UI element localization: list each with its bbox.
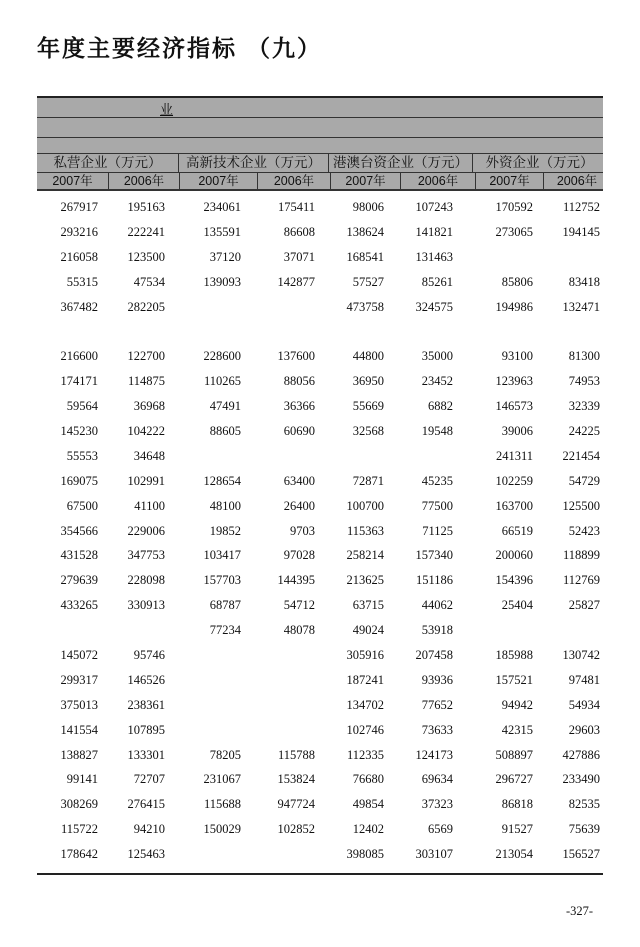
table-cell: 228098 [127, 573, 165, 588]
table-cell: 137600 [277, 349, 315, 364]
table-cell: 367482 [60, 299, 98, 314]
table-row [37, 469, 603, 494]
table-cell: 508897 [495, 747, 533, 762]
table-row [37, 643, 603, 668]
table-cell: 75639 [568, 822, 600, 837]
table-cell: 241311 [495, 448, 533, 463]
table-cell: 41100 [134, 498, 165, 513]
table-cell: 66519 [501, 523, 533, 538]
table-row [37, 270, 603, 295]
table-cell: 19852 [209, 523, 241, 538]
table-cell: 433265 [60, 598, 98, 613]
table-cell: 55553 [66, 448, 98, 463]
year-header: 2006年 [109, 173, 180, 189]
table-cell: 293216 [60, 224, 98, 239]
year-header: 2007年 [37, 173, 109, 189]
table-cell: 25404 [501, 598, 533, 613]
table-cell: 128654 [203, 473, 241, 488]
table-cell: 303107 [415, 847, 453, 862]
table-cell: 296727 [495, 772, 533, 787]
table-cell: 123963 [495, 374, 533, 389]
table-cell: 94210 [133, 822, 165, 837]
table-cell: 194986 [495, 299, 533, 314]
table-cell: 195163 [127, 199, 165, 214]
table-cell: 34648 [133, 448, 165, 463]
page-title: 年度主要经济指标 （九） [37, 35, 323, 62]
table-cell: 86608 [283, 224, 315, 239]
table-cell: 122700 [127, 349, 165, 364]
table-cell: 324575 [415, 299, 453, 314]
table-cell: 102259 [495, 473, 533, 488]
table-cell: 308269 [60, 797, 98, 812]
table-cell: 54729 [568, 473, 600, 488]
table-cell: 45235 [421, 473, 453, 488]
table-cell: 185988 [495, 647, 533, 662]
table-row [37, 718, 603, 743]
table-cell: 229006 [127, 523, 165, 538]
table-cell: 157521 [495, 672, 533, 687]
table-cell: 32568 [352, 423, 384, 438]
table-cell: 78205 [209, 747, 241, 762]
table-cell: 97028 [283, 548, 315, 563]
table-cell: 44800 [352, 349, 384, 364]
table-header [37, 96, 603, 191]
table-cell: 234061 [203, 199, 241, 214]
table-cell: 93100 [501, 349, 533, 364]
table-cell: 94942 [501, 697, 533, 712]
table-cell: 170592 [495, 199, 533, 214]
table-row [37, 817, 603, 842]
table-row [37, 792, 603, 817]
table-cell: 141554 [60, 722, 98, 737]
table-cell: 124173 [415, 747, 453, 762]
table-cell: 74953 [568, 374, 600, 389]
table-cell: 49024 [352, 623, 384, 638]
table-cell: 231067 [203, 772, 241, 787]
table-cell: 85806 [501, 274, 533, 289]
table-cell: 76680 [352, 772, 384, 787]
table-cell: 135591 [203, 224, 241, 239]
table-cell: 282205 [127, 299, 165, 314]
table-cell: 77500 [421, 498, 453, 513]
table-cell: 145230 [60, 423, 98, 438]
table-row [37, 693, 603, 718]
table-cell: 49854 [352, 797, 384, 812]
table-cell: 81300 [568, 349, 600, 364]
table-cell: 115363 [346, 523, 384, 538]
table-cell: 93936 [421, 672, 453, 687]
table-cell: 107895 [127, 722, 165, 737]
table-body [37, 191, 603, 875]
table-cell: 112335 [346, 747, 384, 762]
table-cell: 222241 [127, 224, 165, 239]
table-cell: 63715 [352, 598, 384, 613]
table-cell: 427886 [562, 747, 600, 762]
group-header-private: 私营企业（万元） [37, 154, 179, 172]
table-cell: 145072 [60, 647, 98, 662]
table-cell: 276415 [127, 797, 165, 812]
table-cell: 71125 [422, 523, 453, 538]
year-header: 2006年 [258, 173, 331, 189]
table-row [37, 842, 603, 867]
table-cell: 86818 [501, 797, 533, 812]
table-cell: 23452 [421, 374, 453, 389]
year-header: 2006年 [556, 174, 598, 188]
table-row [37, 394, 603, 419]
table-row [37, 419, 603, 444]
table-cell: 200060 [495, 548, 533, 563]
group-header-hk-macao-taiwan: 港澳台资企业（万元） [329, 154, 473, 172]
table-cell: 88605 [209, 423, 241, 438]
table-row [37, 618, 603, 643]
table-cell: 102991 [127, 473, 165, 488]
table-row [37, 568, 603, 593]
table-cell: 157340 [415, 548, 453, 563]
table-cell: 213054 [495, 847, 533, 862]
table-cell: 110265 [203, 374, 241, 389]
table-cell: 107243 [415, 199, 453, 214]
table-cell: 115722 [60, 822, 98, 837]
table-cell: 123500 [127, 249, 165, 264]
table-cell: 125463 [127, 847, 165, 862]
table-cell: 35000 [421, 349, 453, 364]
table-cell: 82535 [568, 797, 600, 812]
table-cell: 53918 [421, 623, 453, 638]
table-cell: 347753 [127, 548, 165, 563]
table-cell: 12402 [352, 822, 384, 837]
table-cell: 60690 [283, 423, 315, 438]
table-cell: 238361 [127, 697, 165, 712]
table-cell: 85261 [421, 274, 453, 289]
table-cell: 134702 [346, 697, 384, 712]
table-cell: 115688 [203, 797, 241, 812]
header-row-blank-2 [37, 138, 603, 154]
table-cell: 375013 [60, 697, 98, 712]
table-cell: 144395 [277, 573, 315, 588]
year-header: 2007年 [476, 173, 544, 189]
table-cell: 24225 [568, 423, 600, 438]
table-cell: 72707 [133, 772, 165, 787]
table-cell: 57527 [352, 274, 384, 289]
table-cell: 175411 [277, 199, 315, 214]
table-cell: 132471 [562, 299, 600, 314]
table-cell: 77652 [421, 697, 453, 712]
table-cell: 97481 [568, 672, 600, 687]
table-cell: 169075 [60, 473, 98, 488]
table-cell: 168541 [346, 249, 384, 264]
table-cell: 114875 [127, 374, 165, 389]
table-cell: 138624 [346, 224, 384, 239]
table-cell: 133301 [127, 747, 165, 762]
table-cell: 99141 [66, 772, 98, 787]
table-row [37, 369, 603, 394]
header-row-groups [37, 154, 603, 173]
table-cell: 153824 [277, 772, 315, 787]
table-cell: 52423 [568, 523, 600, 538]
year-header: 2006年 [401, 173, 476, 189]
table-cell: 178642 [60, 847, 98, 862]
table-cell: 187241 [346, 672, 384, 687]
table-cell: 131463 [415, 249, 453, 264]
table-cell: 32339 [568, 399, 600, 414]
table-cell: 125500 [562, 498, 600, 513]
table-cell: 102852 [277, 822, 315, 837]
header-row-industry [37, 98, 603, 118]
table-row [37, 245, 603, 270]
table-cell: 194145 [562, 224, 600, 239]
table-cell: 44062 [421, 598, 453, 613]
table-cell: 330913 [127, 598, 165, 613]
industry-label: 业 [160, 103, 174, 118]
table-cell: 118899 [562, 548, 600, 563]
table-row [37, 668, 603, 693]
table-cell: 146526 [127, 672, 165, 687]
table-cell: 91527 [501, 822, 533, 837]
table-row [37, 767, 603, 792]
table-cell: 42315 [501, 722, 533, 737]
table-cell: 103417 [203, 548, 241, 563]
group-header-foreign: 外资企业（万元） [485, 155, 594, 171]
table-row [37, 319, 603, 344]
table-cell: 258214 [346, 548, 384, 563]
table-cell: 473758 [346, 299, 384, 314]
header-row-years [37, 173, 603, 189]
table-cell: 273065 [495, 224, 533, 239]
table-cell: 279639 [60, 573, 98, 588]
table-cell: 150029 [203, 822, 241, 837]
table-cell: 216600 [60, 349, 98, 364]
table-cell: 67500 [66, 498, 98, 513]
table-cell: 54712 [283, 598, 315, 613]
table-cell: 55315 [66, 274, 98, 289]
table-cell: 112752 [562, 199, 600, 214]
table-cell: 228600 [203, 349, 241, 364]
table-cell: 141821 [415, 224, 453, 239]
table-cell: 83418 [568, 274, 600, 289]
table-cell: 88056 [283, 374, 315, 389]
table-row [37, 743, 603, 768]
table-row [37, 195, 603, 220]
table-cell: 213625 [346, 573, 384, 588]
table-cell: 354566 [60, 523, 98, 538]
group-header-hightech: 高新技术企业（万元） [179, 154, 329, 172]
table-cell: 151186 [415, 573, 453, 588]
table-cell: 47534 [133, 274, 165, 289]
table-cell: 59564 [66, 399, 98, 414]
table-cell: 48078 [283, 623, 315, 638]
table-cell: 95746 [133, 647, 165, 662]
table-cell: 36968 [133, 399, 165, 414]
year-header: 2007年 [180, 173, 258, 189]
table-cell: 163700 [495, 498, 533, 513]
table-cell: 29603 [568, 722, 600, 737]
table-cell: 216058 [60, 249, 98, 264]
table-cell: 6882 [428, 399, 453, 414]
table-cell: 47491 [209, 399, 241, 414]
table-row [37, 519, 603, 544]
table-cell: 6569 [428, 822, 453, 837]
table-cell: 19548 [421, 423, 453, 438]
table-cell: 100700 [346, 498, 384, 513]
year-header: 2007年 [331, 173, 401, 189]
table-cell: 115788 [277, 747, 315, 762]
table-cell: 156527 [562, 847, 600, 862]
table-row [37, 444, 603, 469]
table-cell: 154396 [495, 573, 533, 588]
table-cell: 157703 [203, 573, 241, 588]
table-cell: 207458 [415, 647, 453, 662]
table-cell: 174171 [60, 374, 98, 389]
table-row [37, 543, 603, 568]
table-cell: 104222 [127, 423, 165, 438]
table-cell: 72871 [352, 473, 384, 488]
table-cell: 68787 [209, 598, 241, 613]
table-cell: 36950 [352, 374, 384, 389]
header-row-blank-1 [37, 118, 603, 138]
table-cell: 63400 [283, 473, 315, 488]
table-cell: 299317 [60, 672, 98, 687]
table-cell: 37120 [209, 249, 241, 264]
table-cell: 37323 [421, 797, 453, 812]
table-row [37, 295, 603, 320]
table-cell: 48100 [209, 498, 241, 513]
table-cell: 112769 [562, 573, 600, 588]
table-cell: 77234 [209, 623, 241, 638]
page-number: -327- [566, 904, 594, 918]
table-cell: 54934 [568, 697, 600, 712]
table-cell: 221454 [562, 448, 600, 463]
table-cell: 138827 [60, 747, 98, 762]
table-cell: 73633 [421, 722, 453, 737]
table-cell: 267917 [60, 199, 98, 214]
table-cell: 36366 [283, 399, 315, 414]
table-row [37, 494, 603, 519]
indicator-table [37, 96, 603, 875]
table-row [37, 220, 603, 245]
table-cell: 398085 [346, 847, 384, 862]
table-cell: 25827 [568, 598, 600, 613]
table-cell: 55669 [352, 399, 384, 414]
table-cell: 947724 [277, 797, 315, 812]
table-cell: 142877 [277, 274, 315, 289]
table-cell: 26400 [283, 498, 315, 513]
table-cell: 39006 [501, 423, 533, 438]
table-cell: 233490 [562, 772, 600, 787]
table-cell: 146573 [495, 399, 533, 414]
table-row [37, 344, 603, 369]
table-row [37, 593, 603, 618]
table-cell: 305916 [346, 647, 384, 662]
table-cell: 139093 [203, 274, 241, 289]
table-cell: 9703 [290, 523, 315, 538]
table-cell: 37071 [283, 249, 315, 264]
table-cell: 102746 [346, 722, 384, 737]
table-cell: 130742 [562, 647, 600, 662]
table-cell: 431528 [60, 548, 98, 563]
table-cell: 98006 [352, 199, 384, 214]
table-cell: 69634 [421, 772, 453, 787]
